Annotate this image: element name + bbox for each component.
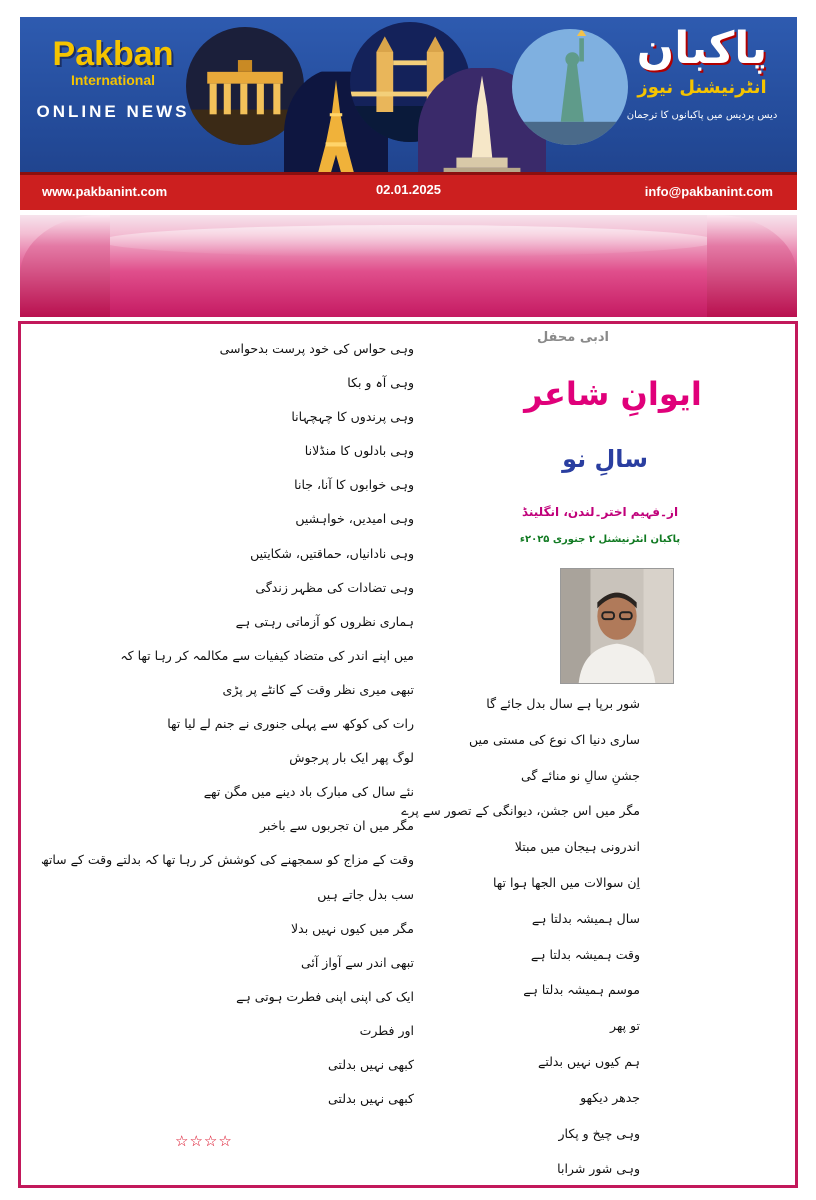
email-link[interactable]: info@pakbanint.com (644, 184, 773, 199)
poem-line: سب بدل جاتے ہیں (317, 886, 414, 902)
poem-line: وقت کے مزاج کو سمجھنے کی کوشش کر رہا تھا کہ بدلتے وقت کے ساتھ (40, 852, 414, 868)
poem-line: ہماری نظروں کو آزماتی رہتی ہے (235, 613, 414, 629)
poem-line: وقت ہمیشہ بدلتا ہے (530, 946, 640, 962)
section-label: ادبی محفل (536, 330, 610, 345)
issue-date: 02.01.2025 (375, 182, 442, 197)
brand-sub: International (70, 72, 155, 88)
poem-line: جشنِ سالِ نو منائے گی (520, 767, 640, 783)
header-info-bar (20, 172, 797, 210)
poem-line: وہی تضادات کی مظہر زندگی (255, 579, 414, 595)
poem-line: وہی خوابوں کا آنا، جانا (294, 477, 414, 493)
rating-stars: ☆☆☆☆ (175, 1132, 233, 1150)
poem-line: ایک کی اپنی اپنی فطرت ہوتی ہے (236, 988, 414, 1004)
poem-line: موسم ہمیشہ بدلتا ہے (523, 982, 640, 998)
poem-line: مگر میں اس جشن، دیوانگی کے تصور سے پرے (401, 803, 640, 819)
poem-left-column (34, 343, 414, 1127)
decorative-banner (20, 215, 797, 317)
website-link[interactable]: www.pakbanint.com (42, 184, 168, 199)
poem-line: وہی شور شرابا (557, 1161, 640, 1177)
banner-sheen (100, 225, 717, 257)
poem-line: اندرونی ہیجان میں مبتلا (514, 839, 640, 855)
poem-line: جدھر دیکھو (580, 1089, 640, 1105)
poem-line: لوگ پھر ایک بار پرجوش (289, 750, 414, 766)
poem-line: اور فطرت (359, 1022, 414, 1038)
brand-logo-english (28, 35, 198, 122)
online-news-label: ONLINE NEWS (36, 102, 190, 121)
poem-title: سالِ نو (562, 445, 648, 473)
poem-line: وہی نادانیاں، حماقتیں، شکایتیں (250, 545, 414, 561)
poem-line: وہی پرندوں کا چہچہانا (291, 409, 414, 425)
poem-line: تبھی میری نظر وقت کے کانٹے پر پڑی (222, 681, 414, 697)
poem-line: سال ہمیشہ بدلتا ہے (531, 910, 640, 926)
poet-portrait (560, 568, 674, 684)
poem-line: تبھی اندر سے آواز آئی (300, 954, 414, 970)
poem-line: وہی حواس کی خود پرست بدحواسی (219, 341, 414, 356)
poem-line: ہم کیوں نہیں بدلتے (538, 1053, 640, 1069)
publication-line: پاکبان انٹرنیشنل ۲ جنوری ۲۰۲۵ء (519, 534, 681, 545)
brand-logo-urdu (617, 25, 787, 121)
poem-line: وہی بادلوں کا منڈلانا (304, 443, 414, 459)
poem-line: میں اپنے اندر کی متضاد کیفیات سے مکالمہ کر رہا تھا کہ (120, 647, 414, 663)
urdu-title: پاکبان (636, 23, 768, 74)
poem-line: ساری دنیا اک نوع کی مستی میں (468, 731, 640, 747)
statue-of-liberty-photo (512, 29, 628, 145)
poem-line: کبھی نہیں بدلتی (328, 1091, 414, 1107)
banner-curl-right (707, 215, 797, 317)
urdu-tagline: دیس پردیس میں پاکبانوں کا ترجمان (626, 110, 778, 122)
banner-curl-left (20, 215, 110, 317)
poem-line: تو پھر (609, 1018, 640, 1034)
brand-name: Pakban (52, 35, 174, 73)
poem-line: شور برپا ہے سال بدل جائے گا (486, 696, 640, 711)
poem-line: وہی آہ و بکا (347, 375, 414, 391)
poem-line: وہی چیخ و پکار (558, 1125, 640, 1141)
poem-line: اِن سوالات میں الجھا ہوا تھا (492, 874, 640, 890)
masthead (20, 17, 797, 210)
column-title: ایوانِ شاعر (524, 375, 702, 413)
person-portrait-icon (561, 569, 673, 683)
poem-line: نئے سال کی مبارک باد دینے میں مگن تھے (203, 784, 414, 800)
poet-byline: از۔فہیم اختر۔لندن، انگلینڈ (521, 505, 679, 519)
poem-line: وہی امیدیں، خواہشیں (295, 511, 414, 527)
poem-line: رات کی کوکھ سے پہلی جنوری نے جنم لے لیا تھا (167, 716, 414, 732)
urdu-subtitle: انٹرنیشنل نیوز (637, 77, 767, 99)
poem-line: مگر میں ان تجربوں سے باخبر (259, 818, 414, 834)
liberty-icon (512, 29, 628, 145)
poem-line: کبھی نہیں بدلتی (328, 1056, 414, 1072)
poem-line: مگر میں کیوں نہیں بدلا (291, 920, 414, 936)
